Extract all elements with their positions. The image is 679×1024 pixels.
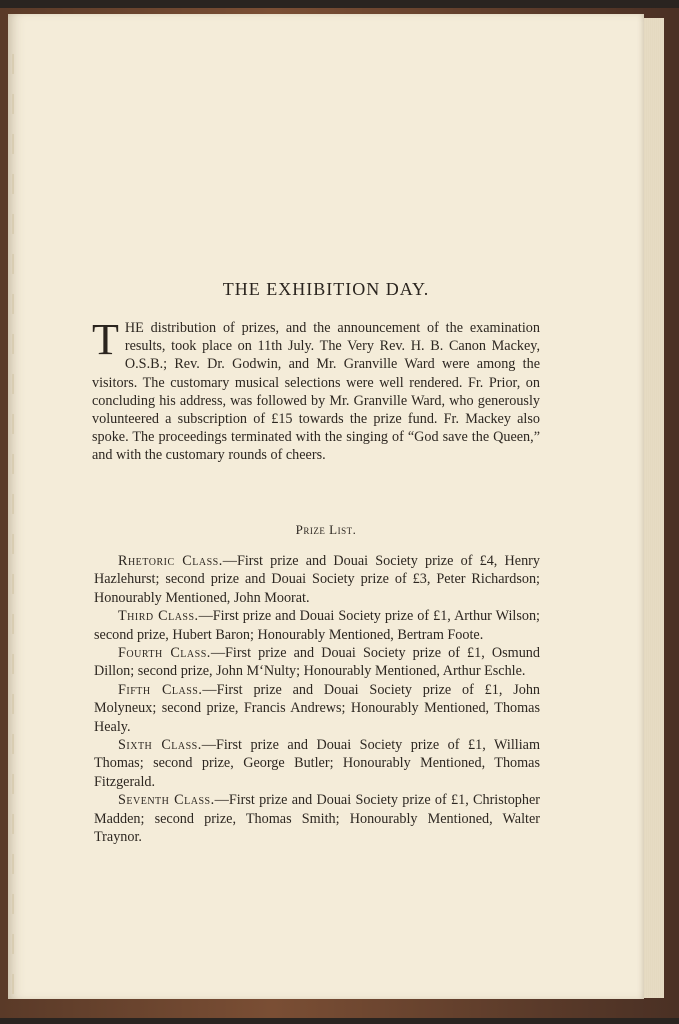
prize-entry-seventh <box>94 791 540 846</box>
prize-text: —First prize and Douai Society prize of £1, Christopher Madden; second prize, Thomas Smith; Honourably Mentioned, Walter Traynor. <box>94 792 541 846</box>
prize-list-heading: Prize List. <box>295 522 357 537</box>
prize-entry-fourth <box>94 644 540 681</box>
class-name: Fourth Class. <box>118 645 211 662</box>
intro-text: HE distribution of prizes, and the announcement of the examination results, took place on 11th July. The Very Rev. H. B. Canon Mackey, O.S.B.; Rev. Dr. Godwin, and Mr. Granville Ward were among the visitors. The customary musical selections were well rendered. Fr. Prior, on concluding his address, was followed by Mr. Granville Ward, who generously volunteered a subscription of £15 towards the prize fund. Fr. Mackey also spoke. The proceedings terminated with the singing of “God save the Queen,” and with the customary rounds of cheers. <box>92 320 540 464</box>
page-title: THE EXHIBITION DAY. <box>222 279 430 299</box>
prize-entry-sixth <box>94 736 540 791</box>
prize-text: —First prize and Douai Society prize of £1, William Thomas; second prize, George Butler; Honourably Mentioned, Thomas Fitzgerald. <box>94 737 540 790</box>
class-name: Rhetoric Class. <box>118 553 223 569</box>
class-name: Seventh Class. <box>118 792 215 809</box>
prize-entry-third <box>94 607 540 644</box>
class-name: Fifth Class. <box>118 681 203 698</box>
prize-entry-fifth <box>94 681 540 736</box>
intro-paragraph <box>92 315 540 465</box>
prize-list <box>94 552 540 847</box>
class-name: Sixth Class. <box>118 737 202 754</box>
prize-text: —First prize and Douai Society prize of £1, John Molyneux; second prize, Francis Andrews; Honourably Mentioned, Thomas Healy. <box>94 681 541 735</box>
prize-text: —First prize and Douai Society prize of £1, Osmund Dillon; second prize, John M‘Nulty; Honourably Mentioned, Arthur Eschle. <box>94 645 540 680</box>
class-name: Third Class. <box>118 608 199 625</box>
book-page <box>8 14 644 999</box>
prize-text: —First prize and Douai Society prize of £4, Henry Hazlehurst; second prize and Douai Society prize of £3, Peter Richardson; Honourably Mentioned, John Moorat. <box>94 553 540 606</box>
drop-cap: T <box>92 315 119 364</box>
prize-entry-rhetoric <box>94 552 540 607</box>
prize-text: —First prize and Douai Society prize of £1, Arthur Wilson; second prize, Hubert Baron; Honourably Mentioned, Bertram Foote. <box>94 608 540 643</box>
